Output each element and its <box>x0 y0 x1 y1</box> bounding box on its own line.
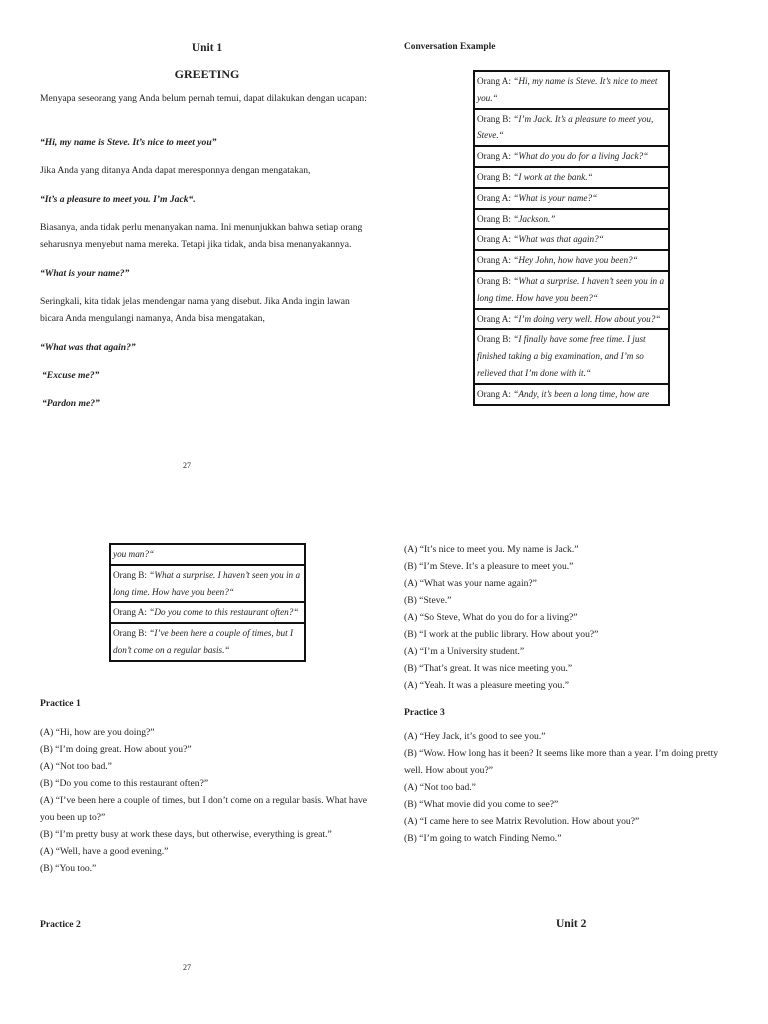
example-question-name: “What is your name?” <box>40 268 130 279</box>
conversation-row <box>475 249 668 270</box>
dialogue-line: (B) “I’m doing great. How about you?” <box>40 744 192 755</box>
dialogue-line: (B) “Do you come to this restaurant often?” <box>40 778 209 789</box>
example-greeting-1: “Hi, my name is Steve. It’s nice to meet you” <box>40 137 217 148</box>
conversation-row <box>111 564 304 602</box>
speaker-label: Orang A: <box>477 255 514 266</box>
conversation-row <box>111 622 304 660</box>
conversation-row <box>475 228 668 249</box>
dialogue-line: (B) “Steve.” <box>404 595 452 606</box>
dialogue-line: (A) “Not too bad.” <box>40 761 112 772</box>
dialogue-line: (A) “Well, have a good evening.” <box>40 846 169 857</box>
conversation-row <box>475 328 668 382</box>
utterance-text: “Do you come to this restaurant often?“ <box>149 607 299 618</box>
utterance-text: “What do you do for a living Jack?“ <box>513 151 649 162</box>
speaker-label: Orang B: <box>477 275 514 286</box>
dialogue-line: (A) “Hi, how are you doing?” <box>40 727 155 738</box>
conversation-heading: Conversation Example <box>404 42 496 52</box>
utterance-text: “Hi, my name is Steve. It’s nice to meet you.“ <box>477 76 658 103</box>
utterance-text: “What a surprise. I haven’t seen you in a long time. How have you been?“ <box>113 569 301 597</box>
speaker-label: Orang B: <box>477 171 514 182</box>
conversation-row <box>111 545 304 564</box>
conversation-table-continued <box>109 543 306 662</box>
practice-1-dialogue <box>40 724 374 877</box>
conversation-row <box>475 166 668 187</box>
dialogue-line: (A) “So Steve, What do you do for a living?” <box>404 612 578 623</box>
unit-2-title: Unit 2 <box>556 918 587 930</box>
speaker-label: Orang B: <box>477 334 514 345</box>
speaker-label: Orang A: <box>477 313 514 324</box>
conversation-row <box>475 72 668 108</box>
example-greeting-2: “It’s a pleasure to meet you. I’m Jack“. <box>40 194 196 205</box>
utterance-text: “I work at the bank.“ <box>513 171 593 182</box>
greeting-title: GREETING <box>174 67 240 81</box>
dialogue-line: (B) “I work at the public library. How about you?” <box>404 629 599 640</box>
unit-title: Unit 1 <box>191 42 223 54</box>
speaker-label: Orang A: <box>113 607 150 618</box>
example-repeat-3: “Pardon me?” <box>42 398 100 409</box>
practice-2-dialogue <box>404 541 738 694</box>
practice-3-title: Practice 3 <box>404 707 445 718</box>
speaker-label: Orang B: <box>477 113 514 124</box>
utterance-text: “I’m Jack. It’s a pleasure to meet you, Steve.“ <box>477 113 654 141</box>
speaker-label: Orang B: <box>113 628 150 639</box>
dialogue-line: (B) “What movie did you come to see?” <box>404 799 559 810</box>
dialogue-line: (A) “Yeah. It was a pleasure meeting you.” <box>404 680 569 691</box>
conversation-row <box>475 208 668 229</box>
dialogue-line: (B) “You too.” <box>40 863 97 874</box>
conversation-row <box>475 270 668 308</box>
dialogue-line: (A) “I’m a University student.” <box>404 646 525 657</box>
repeat-intro: Seringkali, kita tidak jelas mendengar nama yang disebut. Jika Anda ingin lawan bicara Anda mengulangi namanya, Anda bisa mengatakan, <box>40 296 350 324</box>
dialogue-line: (B) “I’m going to watch Finding Nemo.” <box>404 833 562 844</box>
dialogue-line: (B) “That’s great. It was nice meeting you.” <box>404 663 573 674</box>
conversation-row <box>475 308 668 329</box>
conversation-row <box>475 108 668 146</box>
dialogue-line: (A) “Hey Jack, it’s good to see you.” <box>404 731 546 742</box>
speaker-label: Orang B: <box>477 213 514 224</box>
example-repeat-1: “What was that again?” <box>40 342 136 353</box>
speaker-label: Orang A: <box>477 151 514 162</box>
utterance-text: “Andy, it’s been a long time, how are <box>513 388 650 399</box>
utterance-text: “What is your name?“ <box>513 192 598 203</box>
speaker-label: Orang A: <box>477 192 514 203</box>
utterance-text: “Hey John, how have you been?“ <box>513 255 638 266</box>
dialogue-line: (A) “What was your name again?” <box>404 578 537 589</box>
conversation-row <box>475 145 668 166</box>
page-number: 27 <box>183 461 191 470</box>
utterance-text: “What was that again?“ <box>513 234 604 245</box>
speaker-label: Orang A: <box>477 234 514 245</box>
utterance-text: “Jackson.” <box>513 213 556 224</box>
dialogue-line: (B) “Wow. How long has it been? It seems like more than a year. I’m doing pretty well. How about you?” <box>404 748 719 776</box>
intro-paragraph: Menyapa seseorang yang Anda belum pernah temui, dapat dilakukan dengan ucapan: <box>40 93 367 104</box>
utterance-text: “What a surprise. I haven’t seen you in a long time. How have you been?“ <box>477 275 665 303</box>
dialogue-line: (A) “Not too bad.” <box>404 782 476 793</box>
dialogue-line: (B) “I’m pretty busy at work these days, but otherwise, everything is great.” <box>40 829 332 840</box>
dialogue-line: (A) “I’ve been here a couple of times, but I don’t come on a regular basis. What have you been up to?” <box>40 795 368 823</box>
page-number-2: 27 <box>183 963 191 972</box>
example-repeat-2: “Excuse me?” <box>42 370 100 381</box>
conversation-table <box>473 70 670 406</box>
dialogue-line: (A) “It’s nice to meet you. My name is Jack.” <box>404 544 579 555</box>
dialogue-line: (A) “I came here to see Matrix Revolution. How about you?” <box>404 816 640 827</box>
conversation-row <box>475 383 668 404</box>
dialogue-line: (B) “I’m Steve. It’s a pleasure to meet you.” <box>404 561 574 572</box>
name-intro: Biasanya, anda tidak perlu menanyakan nama. Ini menunjukkan bahwa setiap orang seharusnya menyebut nama mereka. Tetapi jika tidak, anda bisa menanyakannya. <box>40 222 363 250</box>
utterance-text: “I finally have some free time. I just finished taking a big examination, and I’m so relieved that I’m done with it.“ <box>477 334 646 378</box>
utterance-text: “I’m doing very well. How about you?“ <box>513 313 661 324</box>
conversation-row <box>111 601 304 622</box>
practice-1-title: Practice 1 <box>40 698 81 709</box>
utterance-text: “I’ve been here a couple of times, but I don’t come on a regular basis.“ <box>113 628 294 655</box>
speaker-label: Orang A: <box>477 76 514 86</box>
speaker-label: Orang A: <box>477 388 514 399</box>
response-intro: Jika Anda yang ditanya Anda dapat meresponnya dengan mengatakan, <box>40 165 311 176</box>
practice-2-title: Practice 2 <box>40 919 81 930</box>
utterance-text: you man?“ <box>113 549 155 559</box>
practice-3-dialogue <box>404 728 738 847</box>
conversation-row <box>475 187 668 208</box>
speaker-label: Orang B: <box>113 569 150 580</box>
